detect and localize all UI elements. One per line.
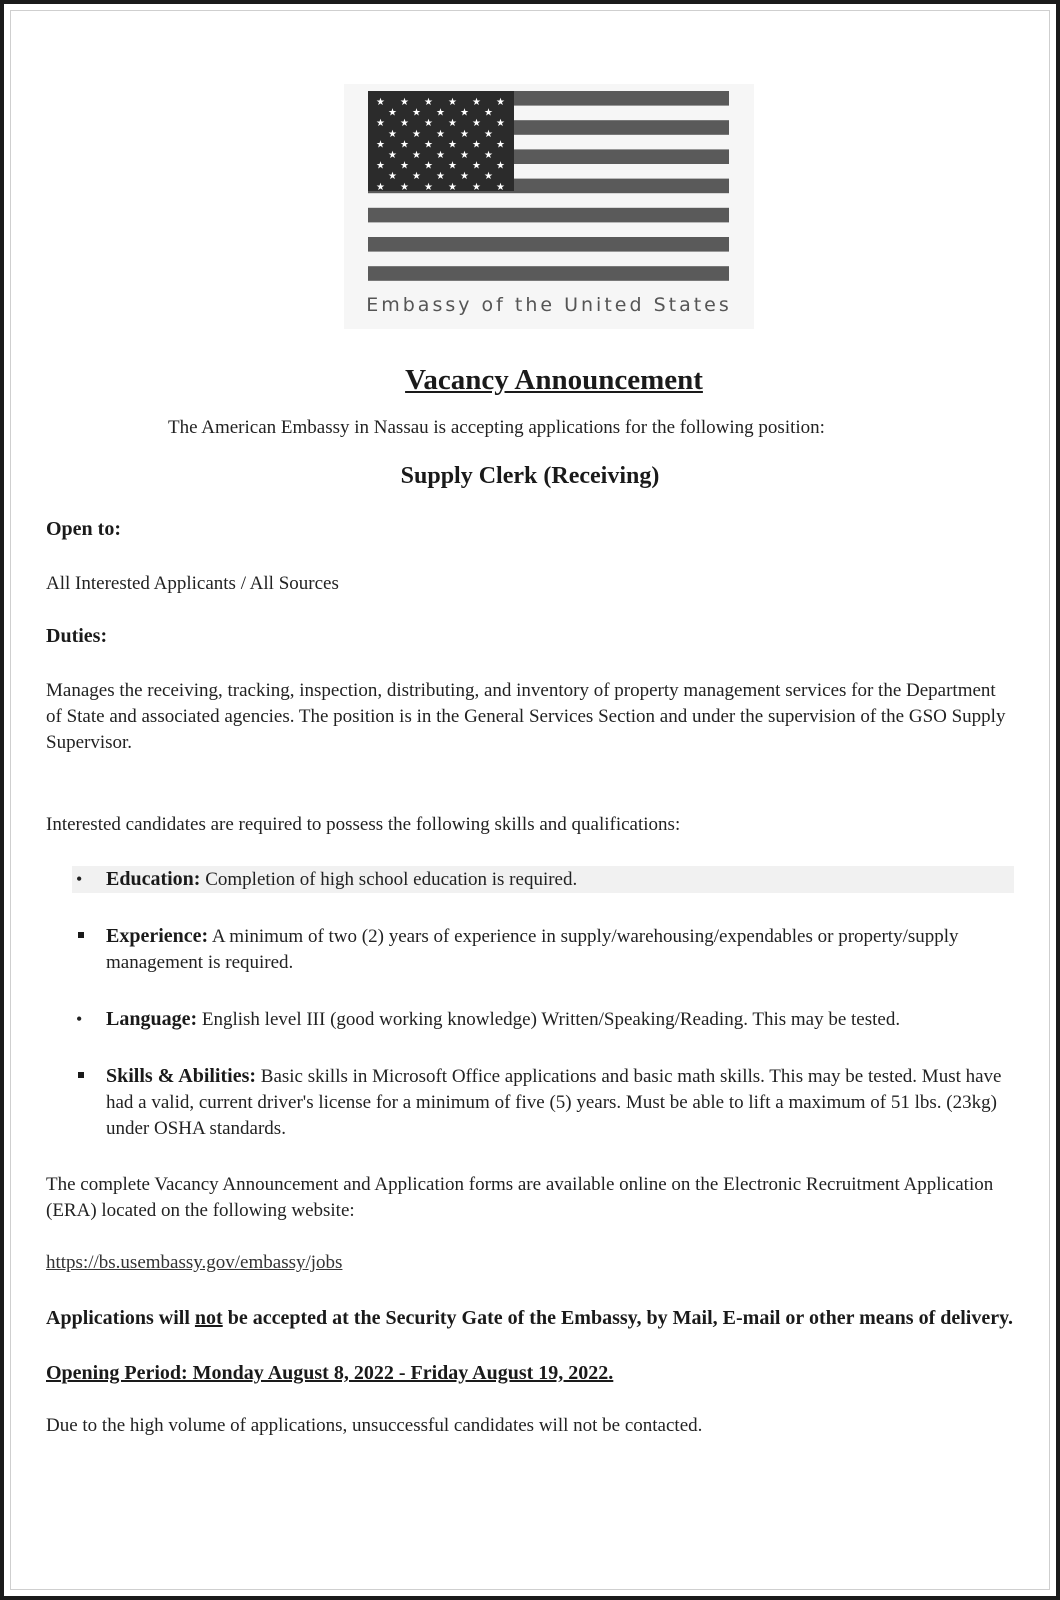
- us-flag-icon: [344, 84, 754, 284]
- open-to-text: All Interested Applicants / All Sources: [46, 573, 339, 594]
- svg-text:★: ★: [424, 181, 433, 193]
- svg-text:★: ★: [436, 128, 445, 140]
- intro-text: The American Embassy in Nassau is accepting applications for the following position:: [168, 417, 825, 438]
- svg-text:★: ★: [376, 181, 385, 193]
- svg-text:★: ★: [400, 97, 409, 108]
- warning-text-after: be accepted at the Security Gate of the Embassy, by Mail, E-mail or other means of delivery.: [222, 1307, 1013, 1329]
- svg-text:★: ★: [496, 139, 505, 151]
- svg-text:★: ★: [472, 181, 481, 193]
- qualification-text: Basic skills in Microsoft Office applications and basic math skills. This may be tested. Must have had a valid, current driver's license for a minimum of five (5) years. Must be able to lift a maximum of 51 lbs. (23kg) under OSHA standards.: [106, 1066, 1002, 1139]
- svg-text:★: ★: [376, 97, 385, 108]
- svg-text:★: ★: [484, 128, 493, 140]
- svg-text:★: ★: [448, 181, 457, 193]
- svg-text:★: ★: [496, 181, 505, 193]
- svg-text:★: ★: [448, 118, 457, 130]
- logo-caption: Embassy of the United States: [366, 294, 732, 316]
- svg-text:★: ★: [472, 118, 481, 130]
- svg-text:★: ★: [436, 107, 445, 119]
- svg-text:★: ★: [496, 160, 505, 172]
- warning-text-before: Applications will: [46, 1307, 195, 1329]
- bullet-dot-icon: •: [76, 869, 83, 889]
- svg-text:★: ★: [484, 107, 493, 119]
- bullet-square-icon: [78, 932, 84, 938]
- svg-text:★: ★: [496, 97, 505, 108]
- page-title: Vacancy Announcement: [405, 364, 703, 396]
- svg-text:★: ★: [388, 171, 397, 183]
- svg-text:★: ★: [388, 107, 397, 119]
- svg-text:★: ★: [472, 160, 481, 172]
- svg-text:★: ★: [472, 139, 481, 151]
- svg-text:★: ★: [460, 128, 469, 140]
- svg-text:★: ★: [448, 139, 457, 151]
- svg-text:★: ★: [424, 139, 433, 151]
- qualification-term: Education:: [106, 868, 201, 890]
- qualifications-list: [46, 866, 1014, 1142]
- svg-text:★: ★: [484, 150, 493, 161]
- svg-text:★: ★: [436, 150, 445, 161]
- svg-text:★: ★: [400, 160, 409, 172]
- application-info-text: The complete Vacancy Announcement and Application forms are available online on the Electronic Recruitment Application (ERA) located on the following website:: [46, 1174, 994, 1221]
- qualification-term: Experience:: [106, 925, 209, 947]
- svg-text:★: ★: [376, 118, 385, 130]
- qualification-term: Language:: [106, 1008, 198, 1030]
- svg-text:★: ★: [460, 107, 469, 119]
- open-to-heading: Open to:: [46, 518, 121, 540]
- svg-text:★: ★: [448, 160, 457, 172]
- closing-note: Due to the high volume of applications, unsuccessful candidates will not be contacted.: [46, 1415, 703, 1436]
- announcement-body: [46, 364, 1014, 1437]
- svg-text:★: ★: [412, 150, 421, 161]
- svg-text:★: ★: [412, 171, 421, 183]
- svg-text:★: ★: [424, 118, 433, 130]
- bullet-square-icon: [78, 1072, 84, 1078]
- embassy-logo: [344, 84, 754, 329]
- duties-text: Manages the receiving, tracking, inspection, distributing, and inventory of property management services for the Department of State and associated agencies. The position is in the General Services Section and under the supervision of the GSO Supply Supervisor.: [46, 680, 1006, 753]
- warning-emphasis: not: [194, 1307, 223, 1329]
- position-title: Supply Clerk (Receiving): [400, 463, 660, 489]
- svg-text:★: ★: [388, 128, 397, 140]
- opening-period: Opening Period: Monday August 8, 2022 - Friday August 19, 2022.: [46, 1362, 614, 1384]
- svg-text:★: ★: [412, 107, 421, 119]
- delivery-warning: [46, 1304, 1014, 1332]
- list-item: [46, 923, 1014, 976]
- svg-text:★: ★: [400, 181, 409, 193]
- svg-text:★: ★: [460, 150, 469, 161]
- svg-text:★: ★: [400, 139, 409, 151]
- svg-text:★: ★: [412, 128, 421, 140]
- qualification-text: A minimum of two (2) years of experience in supply/warehousing/expendables or property/supply management is required.: [106, 926, 959, 973]
- svg-text:★: ★: [400, 118, 409, 130]
- qualification-text: Completion of high school education is required.: [200, 869, 578, 890]
- svg-text:★: ★: [496, 118, 505, 130]
- svg-text:★: ★: [436, 171, 445, 183]
- svg-text:★: ★: [388, 150, 397, 161]
- svg-text:★: ★: [424, 160, 433, 172]
- list-item: [46, 1063, 1014, 1142]
- qualification-text: English level III (good working knowledge) Written/Speaking/Reading. This may be tested.: [197, 1009, 901, 1030]
- qualification-term: Skills & Abilities:: [106, 1065, 257, 1087]
- svg-text:★: ★: [460, 171, 469, 183]
- duties-heading: Duties:: [46, 625, 108, 647]
- list-item: [72, 866, 1014, 893]
- svg-text:★: ★: [376, 160, 385, 172]
- svg-text:★: ★: [376, 139, 385, 151]
- svg-text:★: ★: [472, 97, 481, 108]
- svg-text:★: ★: [484, 171, 493, 183]
- svg-text:★: ★: [448, 97, 457, 108]
- svg-text:★: ★: [424, 97, 433, 108]
- list-item: [46, 1006, 1014, 1033]
- bullet-dot-icon: •: [76, 1009, 83, 1029]
- jobs-website-link[interactable]: https://bs.usembassy.gov/embassy/jobs: [46, 1252, 343, 1273]
- qualifications-intro: Interested candidates are required to possess the following skills and qualifications:: [46, 814, 681, 835]
